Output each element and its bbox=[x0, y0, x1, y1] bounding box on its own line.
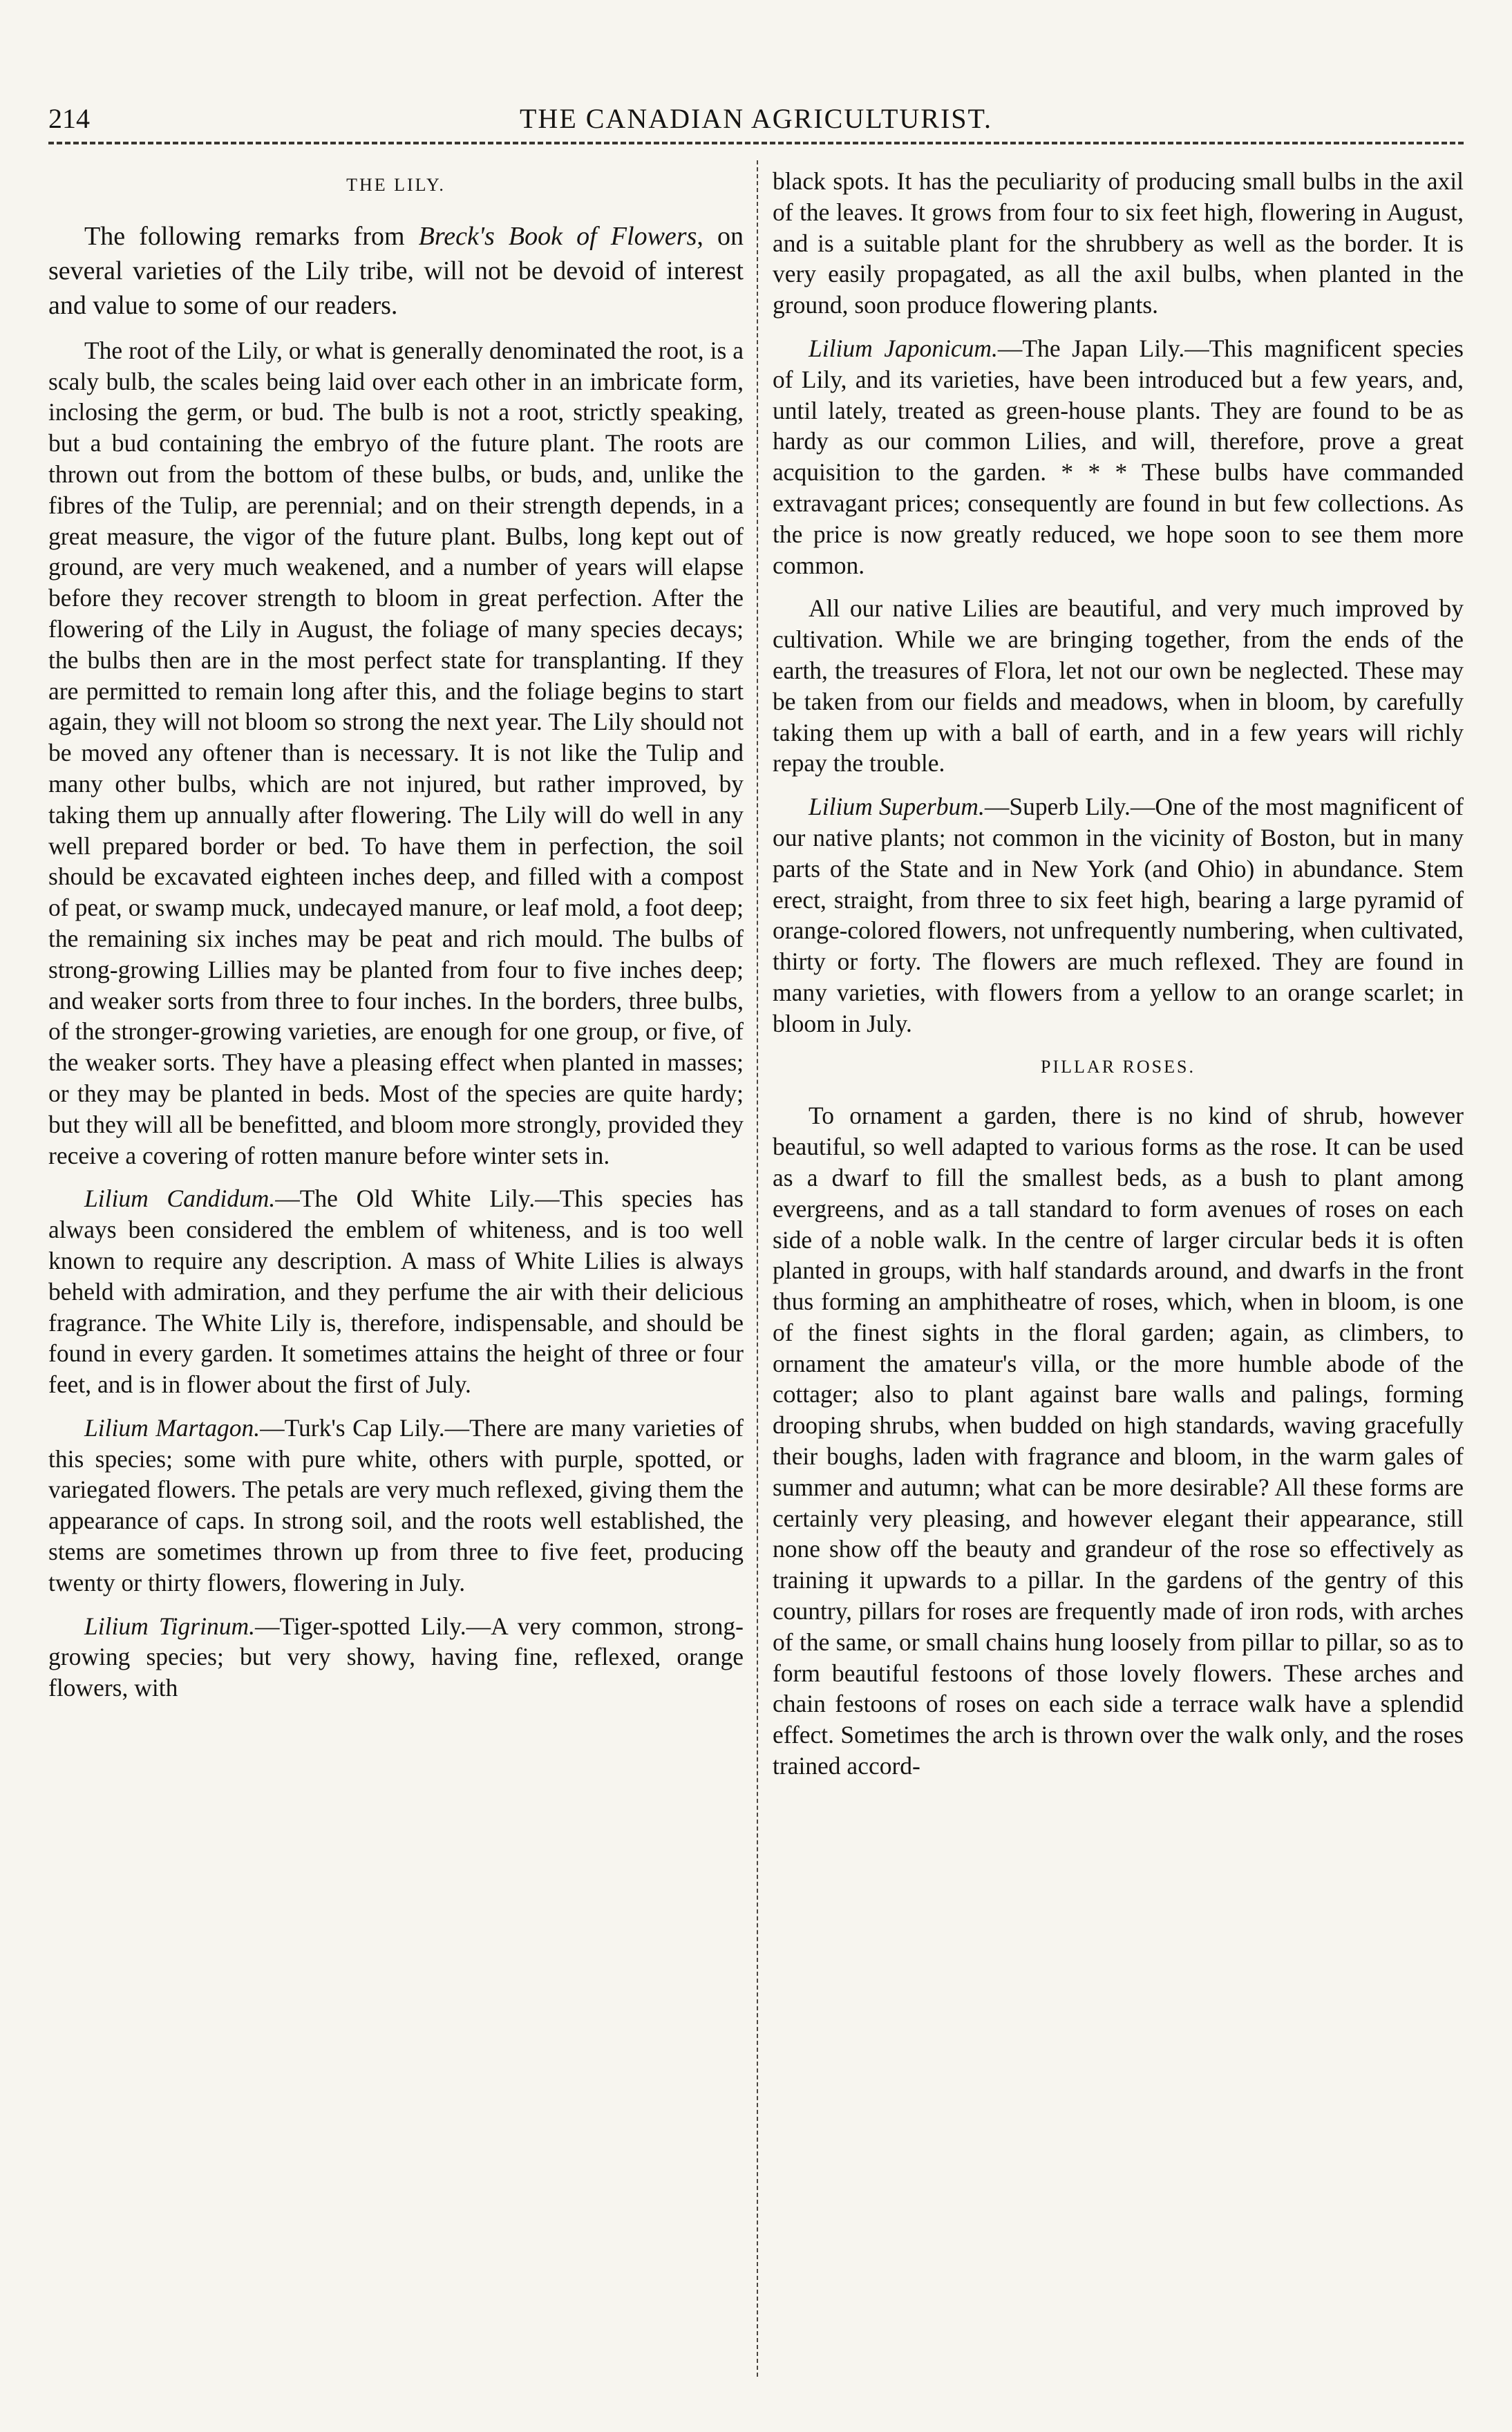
header-rule bbox=[48, 142, 1464, 144]
species-text: —Tiger-spotted Lily.—A very common, strong-growing species; but very showy, having fine, reflexed, orange flowers, with bbox=[48, 1612, 744, 1702]
superbum-paragraph bbox=[773, 791, 1464, 1039]
root-paragraph: The root of the Lily, or what is generally denominated the root, is a scaly bulb, the scales being laid over each other in an imbricate form, inclosing the germ, or bud. The bulb is not a root, strictly speaking, but a bud containing the embryo of the future plant. The roots are thrown out from the bottom of these bulbs, or buds, and, unlike the fibres of the Tulip, are perennial; and on their strength depends, in a great measure, the vigor of the future plant. Bulbs, long kept out of ground, are very much weakened, and a number of years will elapse before they recover strength to bloom in great perfection. After the flowering of the Lily in August, the foliage of many species decays; the bulbs then are in the most perfect state for transplanting. If they are permitted to remain long after this, and the foliage begins to start again, they will not bloom so strong the next year. The Lily should not be moved any oftener than is necessary. It is not like the Tulip and many other bulbs, which are not injured, but rather improved, by taking them up annually after flowering. The Lily will do well in any well prepared border or bed. To have them in perfection, the soil should be excavated eighteen inches deep, and filled with a compost of peat, or swamp muck, undecayed manure, or leaf mold, a foot deep; the remaining six inches may be peat and rich mould. The bulbs of strong-growing Lillies may be planted from four to five inches deep; and weaker sorts from three to four inches. In the borders, three bulbs, of the stronger-growing varieties, are enough for one group, or five, of the weaker sorts. They have a pleasing effect when planted in masses; or they may be planted in beds. Most of the species are quite hardy; but they will all be benefitted, and bloom more strongly, provided they receive a covering of rotten manure before winter sets in. bbox=[48, 336, 744, 1169]
left-column bbox=[48, 166, 744, 2384]
species-text: —The Old White Lily.—This species has always been considered the emblem of whiteness, and is too well known to require any description. A mass of White Lilies is always beheld with admiration, and they perfume the air with their delicious fragrance. The White Lily is, therefore, indispensable, and should be found in every garden. It sometimes attains the height of three or four feet, and is in flower about the first of July. bbox=[48, 1185, 744, 1399]
section-title-pillar-roses: PILLAR ROSES. bbox=[1041, 1056, 1196, 1077]
species-name: Lilium Tigrinum. bbox=[84, 1612, 255, 1640]
source-title: Breck's Book of Flowers bbox=[418, 221, 697, 251]
page-header bbox=[48, 104, 1464, 138]
species-name: Lilium Candidum. bbox=[84, 1185, 276, 1213]
page-number: 214 bbox=[48, 103, 90, 134]
species-name: Lilium Superbum. bbox=[809, 793, 985, 821]
species-name: Lilium Martagon. bbox=[84, 1413, 261, 1442]
native-lilies-paragraph: All our native Lilies are beautiful, and very much improved by cultivation. While we are bringing together, from the ends of the earth, the treasures of Flora, let not our own be neglected. These may be taken from our fields and meadows, when in bloom, by carefully taking them up with a ball of earth, and in a few years will richly repay the trouble. bbox=[773, 594, 1464, 777]
intro-after: , on several varieties of the Lily tribe, will not be devoid of interest and value to some of our readers. bbox=[48, 221, 744, 320]
species-text: —Superb Lily.—One of the most magnificent of our native plants; not common in the vicinity of Boston, but in many parts of the State and in New York (and Ohio) in abundance. Stem erect, straight, from three to six feet high, bearing a large pyramid of orange-colored flowers, not unfrequently numbering, when cultivated, thirty or forty. The flowers are much reflexed. They are found in many varieties, with flowers from a yellow to an orange scarlet; in bloom in July. bbox=[773, 793, 1464, 1037]
tigrinum-continued: black spots. It has the peculiarity of producing small bulbs in the axil of the leaves. It grows from four to six feet high, flowering in August, and is a suitable plant for the shrubbery as well as the border. It is very easily propagated, as all the axil bulbs, when planted in the ground, soon produce flowering plants. bbox=[773, 167, 1464, 319]
column-divider bbox=[757, 160, 758, 2377]
pillar-roses-paragraph: To ornament a garden, there is no kind of shrub, however beautiful, so well adapted to various forms as the rose. It can be used as a dwarf to fill the smallest beds, as a bush to plant among evergreens, and as a tall standard to form avenues of roses on each side of a noble walk. In the centre of larger circular beds it is often planted in groups, with half standards around, and dwarfs in the front thus forming an amphitheatre of roses, which, when in bloom, is one of the finest sights in the floral garden; again, as climbers, to ornament the amateur's villa, or the more humble abode of the cottager; also to plant against bare walls and palings, forming drooping shrubs, when budded on high standards, waving gracefully their boughs, laden with fragrance and bloom, in the warm gales of summer and autumn; what can be more desirable? All these forms are certainly very pleasing, and however elegant their appearance, still none show off the beauty and grandeur of the rose so effectively as training it upwards to a pillar. In the gardens of the gentry of this country, pillars for roses are frequently made of iron rods, with arches of the same, or small chains hung loosely from pillar to pillar, so as to form beautiful festoons of those lovely flowers. These arches and chain festoons of roses on each side a terrace walk have a splendid effect. Sometimes the arch is thrown over the walk only, and the roses trained accord- bbox=[773, 1102, 1464, 1780]
species-name: Lilium Japonicum. bbox=[809, 334, 998, 362]
martagon-paragraph bbox=[48, 1413, 744, 1599]
tigrinum-paragraph bbox=[48, 1611, 744, 1704]
section-title-lily: THE LILY. bbox=[346, 175, 446, 195]
japonicum-paragraph bbox=[773, 333, 1464, 581]
intro-paragraph bbox=[48, 219, 744, 323]
candidum-paragraph bbox=[48, 1183, 744, 1400]
species-text: —The Japan Lily.—This magnificent species of Lily, and its varieties, have been introduced but a few years, and, until lately, treated as green-house plants. They are found to be as hardy as our common Lilies, and will, therefore, prove a great acquisition to the garden. * * * These bulbs have commanded extravagant prices; consequently are found in but few collections. As the price is now greatly reduced, we hope soon to see them more common. bbox=[773, 334, 1464, 579]
intro-before: The following remarks from bbox=[84, 221, 419, 251]
right-column bbox=[773, 166, 1464, 2384]
species-text: —Turk's Cap Lily.—There are many varieties of this species; some with pure white, others with purple, spotted, or variegated flowers. The petals are very much reflexed, giving them the appearance of caps. In strong soil, and the roots well established, the stems are sometimes thrown up from three to five feet, producing twenty or thirty flowers, flowering in July. bbox=[48, 1413, 744, 1596]
running-title: THE CANADIAN AGRICULTURIST. bbox=[520, 103, 992, 134]
